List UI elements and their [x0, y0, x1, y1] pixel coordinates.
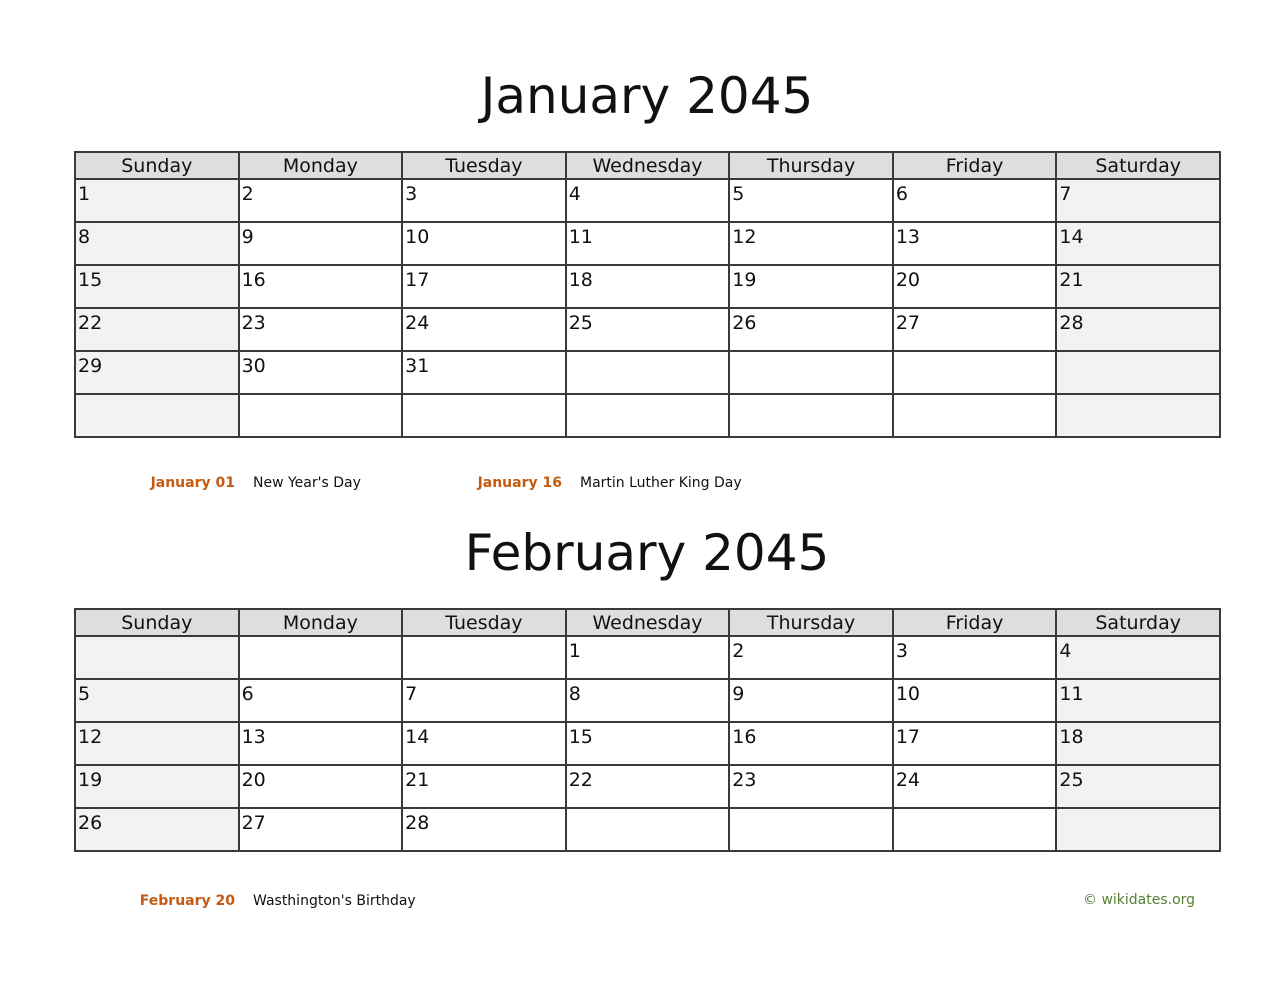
day-cell [1056, 394, 1220, 437]
day-cell: 19 [729, 265, 893, 308]
holiday-date: January 01 [150, 475, 235, 491]
day-cell: 25 [566, 308, 730, 351]
week-row [75, 222, 1220, 265]
week-row [75, 308, 1220, 351]
day-cell: 2 [239, 179, 403, 222]
day-cell [402, 636, 566, 679]
day-cell: 20 [893, 265, 1057, 308]
day-cell: 21 [402, 765, 566, 808]
day-cell: 15 [75, 265, 239, 308]
day-cell: 16 [239, 265, 403, 308]
day-cell: 7 [1056, 179, 1220, 222]
week-row [75, 722, 1220, 765]
day-cell: 10 [402, 222, 566, 265]
day-cell: 26 [729, 308, 893, 351]
weekday-header: Friday [893, 152, 1057, 179]
weekday-header-row [75, 609, 1220, 636]
day-cell: 28 [1056, 308, 1220, 351]
day-cell: 4 [566, 179, 730, 222]
month-title-january: January 2045 [480, 67, 814, 125]
day-cell: 6 [239, 679, 403, 722]
day-cell: 27 [893, 308, 1057, 351]
day-cell [566, 394, 730, 437]
day-cell: 9 [729, 679, 893, 722]
day-cell: 5 [729, 179, 893, 222]
day-cell: 18 [1056, 722, 1220, 765]
weekday-header: Friday [893, 609, 1057, 636]
holiday-name: Martin Luther King Day [580, 475, 742, 491]
day-cell [729, 808, 893, 851]
day-cell: 12 [75, 722, 239, 765]
day-cell: 23 [239, 308, 403, 351]
day-cell: 30 [239, 351, 403, 394]
calendar-grid-january [74, 151, 1221, 438]
weekday-header: Tuesday [402, 152, 566, 179]
day-cell: 1 [566, 636, 730, 679]
day-cell [1056, 351, 1220, 394]
day-cell: 10 [893, 679, 1057, 722]
month-title-february: February 2045 [464, 524, 830, 582]
day-cell: 14 [1056, 222, 1220, 265]
day-cell: 31 [402, 351, 566, 394]
weekday-header: Sunday [75, 609, 239, 636]
day-cell: 3 [402, 179, 566, 222]
day-cell [566, 808, 730, 851]
day-cell: 11 [1056, 679, 1220, 722]
day-cell: 21 [1056, 265, 1220, 308]
weekday-header: Monday [239, 609, 403, 636]
weekday-header: Thursday [729, 609, 893, 636]
day-cell: 7 [402, 679, 566, 722]
day-cell: 20 [239, 765, 403, 808]
site-credit[interactable]: © wikidates.org [1083, 892, 1196, 908]
day-cell: 24 [402, 308, 566, 351]
day-cell: 8 [75, 222, 239, 265]
week-row [75, 394, 1220, 437]
weekday-header: Tuesday [402, 609, 566, 636]
day-cell: 22 [75, 308, 239, 351]
day-cell: 1 [75, 179, 239, 222]
weekday-header-row [75, 152, 1220, 179]
weekday-header: Wednesday [566, 152, 730, 179]
holiday-name: New Year's Day [253, 475, 361, 491]
day-cell [239, 394, 403, 437]
day-cell [566, 351, 730, 394]
day-cell: 15 [566, 722, 730, 765]
day-cell: 2 [729, 636, 893, 679]
day-cell [893, 351, 1057, 394]
day-cell: 3 [893, 636, 1057, 679]
day-cell [75, 394, 239, 437]
day-cell: 26 [75, 808, 239, 851]
day-cell: 17 [893, 722, 1057, 765]
week-row [75, 679, 1220, 722]
day-cell: 16 [729, 722, 893, 765]
weekday-header: Monday [239, 152, 403, 179]
day-cell: 22 [566, 765, 730, 808]
holiday-date: January 16 [477, 475, 562, 491]
weekday-header: Thursday [729, 152, 893, 179]
weekday-header: Wednesday [566, 609, 730, 636]
week-row [75, 265, 1220, 308]
day-cell: 13 [239, 722, 403, 765]
day-cell [1056, 808, 1220, 851]
day-cell: 29 [75, 351, 239, 394]
holiday-entry [401, 474, 901, 494]
day-cell: 28 [402, 808, 566, 851]
week-row [75, 765, 1220, 808]
day-cell: 5 [75, 679, 239, 722]
day-cell: 11 [566, 222, 730, 265]
week-row [75, 351, 1220, 394]
day-cell: 17 [402, 265, 566, 308]
holiday-entry [74, 892, 774, 912]
week-row [75, 636, 1220, 679]
day-cell: 6 [893, 179, 1057, 222]
day-cell: 23 [729, 765, 893, 808]
day-cell: 13 [893, 222, 1057, 265]
day-cell: 25 [1056, 765, 1220, 808]
day-cell [239, 636, 403, 679]
holiday-date: February 20 [139, 893, 235, 909]
day-cell: 27 [239, 808, 403, 851]
day-cell [729, 351, 893, 394]
day-cell [402, 394, 566, 437]
day-cell: 8 [566, 679, 730, 722]
weekday-header: Saturday [1056, 152, 1220, 179]
day-cell: 24 [893, 765, 1057, 808]
day-cell [729, 394, 893, 437]
day-cell [893, 808, 1057, 851]
weekday-header: Sunday [75, 152, 239, 179]
weekday-header: Saturday [1056, 609, 1220, 636]
week-row [75, 179, 1220, 222]
week-row [75, 808, 1220, 851]
calendar-grid-february [74, 608, 1221, 852]
day-cell: 12 [729, 222, 893, 265]
day-cell [75, 636, 239, 679]
day-cell: 19 [75, 765, 239, 808]
holiday-name: Wasthington's Birthday [253, 893, 416, 909]
day-cell: 9 [239, 222, 403, 265]
day-cell [893, 394, 1057, 437]
day-cell: 4 [1056, 636, 1220, 679]
day-cell: 18 [566, 265, 730, 308]
day-cell: 14 [402, 722, 566, 765]
